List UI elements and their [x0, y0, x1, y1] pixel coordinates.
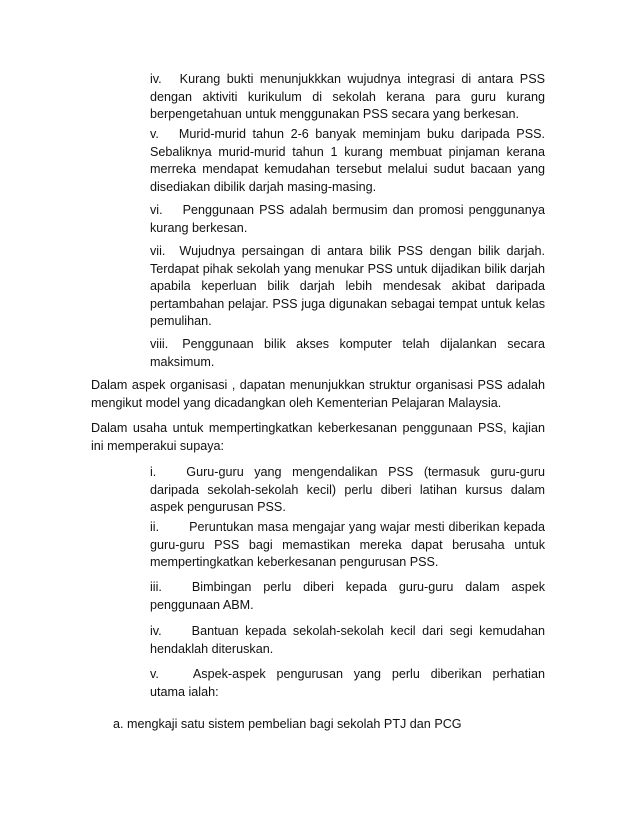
list-item-number: v. — [150, 667, 159, 681]
list-item-text: Aspek-aspek pengurusan yang perlu diberikan perhatian utama ialah: — [150, 667, 545, 699]
list-item-number: iii. — [150, 580, 162, 594]
list-item — [150, 623, 545, 658]
list-item — [150, 579, 545, 614]
list-item — [150, 243, 545, 331]
paragraph-organisasi: Dalam aspek organisasi , dapatan menunjukkan struktur organisasi PSS adalah mengikut model yang dicadangkan oleh Kementerian Pelajaran Malaysia. — [91, 378, 545, 410]
list-item-number: viii. — [150, 337, 169, 351]
list-item-text: Penggunaan bilik akses komputer telah dijalankan secara maksimum. — [150, 337, 545, 369]
list-item — [150, 666, 545, 701]
list-item — [150, 336, 545, 371]
list-item — [150, 202, 545, 237]
list-item-number: vii. — [150, 244, 166, 258]
list-item — [150, 71, 545, 124]
list-item-text: Wujudnya persaingan di antara bilik PSS dengan bilik darjah. Terdapat pihak sekolah yang menukar PSS untuk dijadikan bilik darjah apabila keperluan bilik darjah lebih mendesak akibat daripada pertambahan pelajar. PSS juga digunakan sebagai tempat untuk kelas pemulihan. — [150, 244, 545, 329]
list-item — [150, 519, 545, 572]
list-item-number: i. — [150, 465, 157, 479]
sub-item-a: a. mengkaji satu sistem pembelian bagi sekolah PTJ dan PCG — [113, 717, 462, 731]
list-item-number: iv. — [150, 624, 162, 638]
list-item-text: Bantuan kepada sekolah-sekolah kecil dari segi kemudahan hendaklah diteruskan. — [150, 624, 545, 656]
list-item-number: v. — [150, 127, 159, 141]
list-item — [150, 464, 545, 517]
list-item-text: Peruntukan masa mengajar yang wajar mesti diberikan kepada guru-guru PSS bagi memastikan mereka dapat berusaha untuk mempertingkatkan keberkesanan pengurusan PSS. — [150, 520, 545, 570]
list-item — [150, 126, 545, 196]
list-item-number: iv. — [150, 72, 162, 86]
list-item-text: Guru-guru yang mengendalikan PSS (termasuk guru-guru daripada sekolah-sekolah kecil) perlu diberi latihan kursus dalam aspek pengurusan PSS. — [150, 465, 545, 515]
paragraph-usaha: Dalam usaha untuk mempertingkatkan keberkesanan penggunaan PSS, kajian ini memperakui supaya: — [91, 421, 545, 453]
list-item-text: Murid-murid tahun 2-6 banyak meminjam buku daripada PSS. Sebaliknya murid-murid tahun 1 kurang membuat pinjaman kerana merreka mendapat kemudahan tersebut melalui sudut bacaan yang disediakan dibilik darjah masing-masing. — [150, 127, 545, 194]
list-item-text: Penggunaan PSS adalah bermusim dan promosi penggunanya kurang berkesan. — [150, 203, 545, 235]
list-item-number: vi. — [150, 203, 163, 217]
list-item-text: Kurang bukti menunjukkkan wujudnya integrasi di antara PSS dengan aktiviti kurikulum di sekolah kerana para guru kurang berpengetahuan untuk menggunakan PSS secara yang berkesan. — [150, 72, 545, 122]
list-item-number: ii. — [150, 520, 160, 534]
list-item-text: Bimbingan perlu diberi kepada guru-guru dalam aspek penggunaan ABM. — [150, 580, 545, 612]
